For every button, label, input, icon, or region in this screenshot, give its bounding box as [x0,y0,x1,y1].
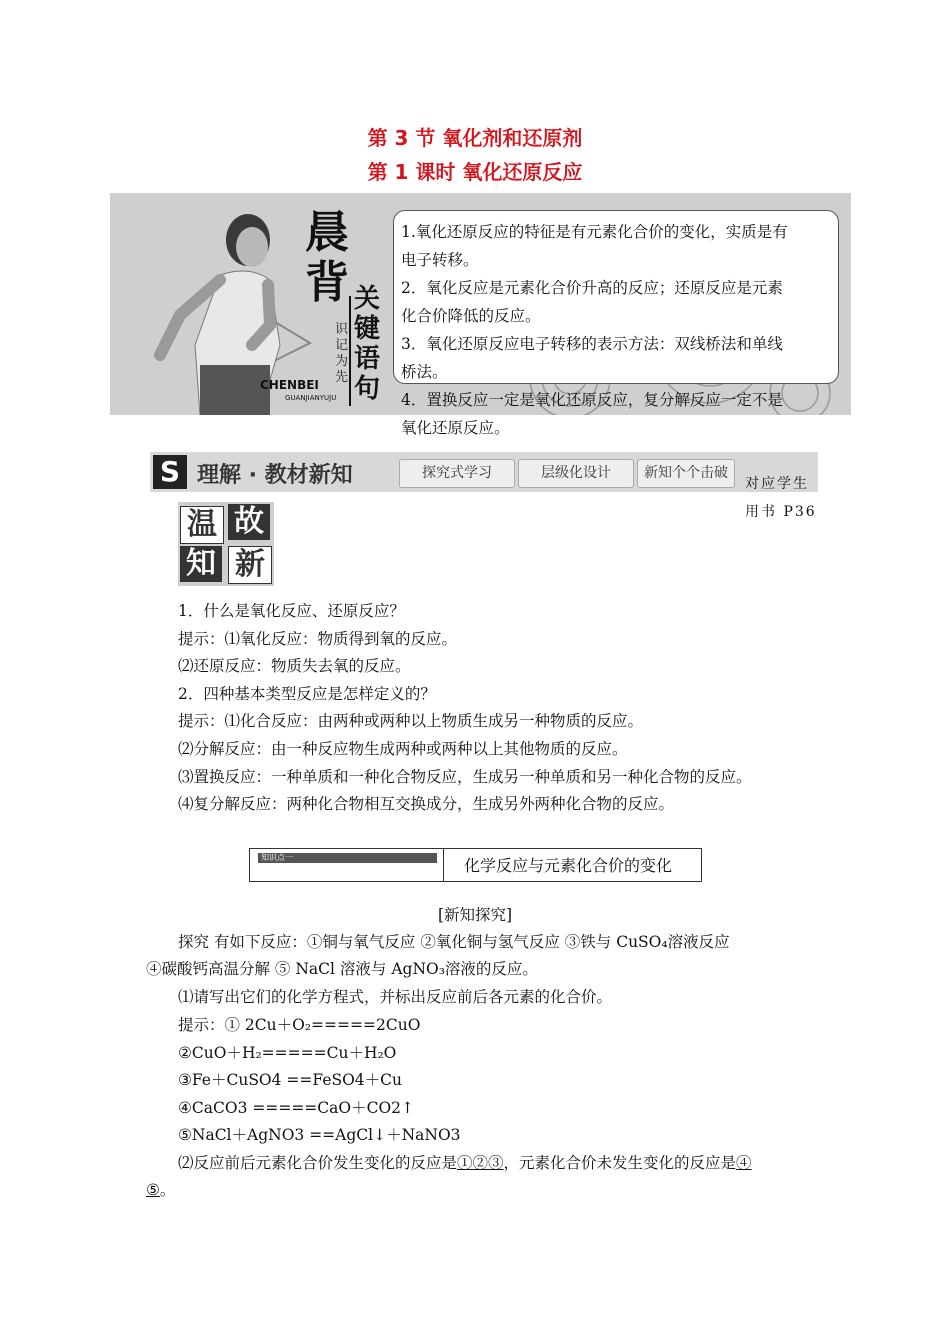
banner-brand-en: CHENBEI [260,378,319,392]
explore-question-1: ⑴请写出它们的化学方程式，并标出反应前后各元素的化合价。 [178,988,613,1006]
knowledge-point-box [249,848,702,882]
review-line: 2．四种基本类型反应是怎样定义的？ [178,684,436,703]
equation-5: ⑤NaCl＋AgNO3 ==AgCl↓＋NaNO3 [178,1126,461,1144]
ref-line-2: 用书 P36 [745,504,817,520]
banner-brand-en-sub: GUANJIANYUJU [285,394,337,402]
equation-4: ④CaCO3 =====CaO＋CO2↑ [178,1099,415,1117]
review-grid [178,502,274,586]
banner-divider [349,296,351,406]
q2-end: 。 [159,1181,176,1199]
q2-text-b: ，元素化合价未发生变化的反应是 [503,1154,737,1172]
pill-breakthrough: 新知个个击破 [637,459,735,488]
review-char-1: 温 [180,506,224,544]
key-point-line: 化合价降低的反应。 [401,307,541,325]
banner-side-char-2: 键 [354,314,381,344]
review-line: ⑵分解反应：由一种反应物生成两种或两种以上其他物质的反应。 [178,739,628,758]
section-badge: S [153,455,187,489]
banner-small-char-2: 记 [335,338,349,353]
review-char-3: 知 [180,546,222,582]
key-point-line: 1.氧化还原反应的特征是有元素化合价的变化，实质是有 [401,223,788,241]
banner-big-char-1: 晨 [305,207,349,258]
section-title: 第 3 节 氧化剂和还原剂 [367,126,583,150]
explore-heading: [新知探究] [437,906,513,924]
review-char-4: 新 [228,546,272,584]
q2-answer-1: ①②③ [457,1154,504,1172]
key-point-line: 电子转移。 [401,251,479,269]
equation-3: ③Fe＋CuSO4 ==FeSO4＋Cu [178,1071,403,1089]
banner-side-char-1: 关 [354,284,381,314]
section-title-bar: 理解 · 教材新知 [197,463,353,488]
key-point-line: 氧化还原反应。 [401,419,510,437]
explore-question-2-cont [146,1177,175,1205]
review-line: 提示：⑴氧化反应：物质得到氧的反应。 [178,629,458,648]
lesson-title: 第 1 课时 氧化还原反应 [367,160,583,184]
q2-text-a: ⑵反应前后元素化合价发生变化的反应是 [178,1154,458,1172]
key-point-line: 2．氧化反应是元素化合价升高的反应；还原反应是元素 [401,279,783,297]
banner-side-char-3: 语 [354,344,381,374]
review-line: 1．什么是氧化反应、还原反应？ [178,602,405,620]
key-point-line: 3．氧化还原反应电子转移的表示方法：双线桥法和单线 [401,335,783,353]
knowledge-point-title: 化学反应与元素化合价的变化 [464,856,673,875]
explore-intro-1: 探究 有如下反应：①铜与氧气反应 ②氧化铜与氢气反应 ③铁与 CuSO₄溶液反应 [178,933,730,951]
q2-answer-2b: ⑤ [146,1181,160,1199]
explore-question-2 [178,1150,752,1178]
banner-small-char-4: 先 [335,370,349,385]
q2-answer-2a: ④ [736,1154,752,1172]
review-line: ⑷复分解反应：两种化合物相互交换成分，生成另外两种化合物的反应。 [178,795,675,814]
review-line: ⑶置换反应：一种单质和一种化合物反应，生成另一种单质和另一种化合物的反应。 [178,767,752,786]
textbook-reference [745,470,820,526]
explore-intro-2: ④碳酸钙高温分解 ⑤ NaCl 溶液与 AgNO₃溶液的反应。 [146,960,538,978]
review-line: 提示：⑴化合反应：由两种或两种以上物质生成另一种物质的反应。 [178,712,644,731]
review-char-2: 故 [228,504,270,540]
key-point-line: 桥法。 [401,363,448,381]
banner-side-char-4: 句 [354,374,381,404]
review-list [178,598,752,819]
pill-layered: 层级化设计 [518,459,634,488]
equation-2: ②CuO＋H₂=====Cu＋H₂O [178,1044,397,1062]
key-points-text [401,218,831,442]
ref-line-1: 对应学生 [745,476,809,492]
key-point-line: 4．置换反应一定是氧化还原反应，复分解反应一定不是 [401,391,783,409]
pill-inquiry: 探究式学习 [399,459,515,488]
knowledge-point-tag-cell [250,849,444,881]
banner-small-char-1: 识 [335,322,349,337]
banner-small-char-3: 为 [335,354,349,369]
knowledge-point-tag: 知识点一 [258,853,437,863]
banner-big-char-2: 背 [305,257,349,308]
review-line: ⑵还原反应：物质失去氧的反应。 [178,657,411,676]
equation-1: 提示：① 2Cu＋O₂=====2CuO [178,1016,421,1034]
